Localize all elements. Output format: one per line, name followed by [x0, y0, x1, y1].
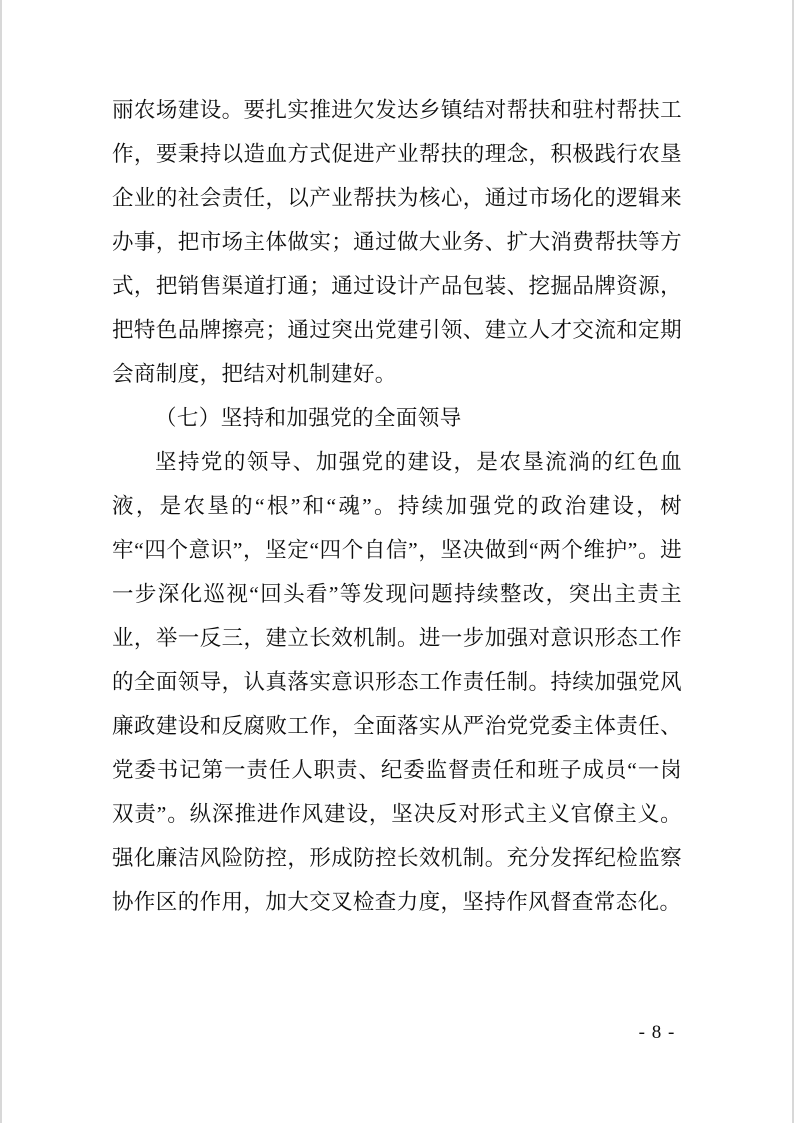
page-number: - 8 -	[638, 1022, 676, 1043]
document-body	[112, 88, 682, 924]
paragraph-section-body: 坚持党的领导、加强党的建设，是农垦流淌的红色血液，是农垦的“根”和“魂”。持续加强党的政治建设，树牢“四个意识”，坚定“四个自信”，坚决做到“两个维护”。进一步深化巡视“回头看”等发现问题持续整改，突出主责主业，举一反三，建立长效机制。进一步加强对意识形态工作的全面领导，认真落实意识形态工作责任制。持续加强党风廉政建设和反腐败工作，全面落实从严治党党委主体责任、党委书记第一责任人职责、纪委监督责任和班子成员“一岗双责”。纵深推进作风建设，坚决反对形式主义官僚主义。强化廉洁风险防控，形成防控长效机制。充分发挥纪检监察协作区的作用，加大交叉检查力度，坚持作风督查常态化。	[112, 450, 682, 914]
page-edge-left	[0, 0, 2, 1123]
section-heading: （七）坚持和加强党的全面领导	[155, 406, 462, 430]
paragraph-continuation: 丽农场建设。要扎实推进欠发达乡镇结对帮扶和驻村帮扶工作，要秉持以造血方式促进产业帮扶的理念，积极践行农垦企业的社会责任，以产业帮扶为核心，通过市场化的逻辑来办事，把市场主体做实；通过做大业务、扩大消费帮扶等方式，把销售渠道打通；通过设计产品包装、挖掘品牌资源，把特色品牌擦亮；通过突出党建引领、建立人才交流和定期会商制度，把结对机制建好。	[112, 98, 682, 386]
